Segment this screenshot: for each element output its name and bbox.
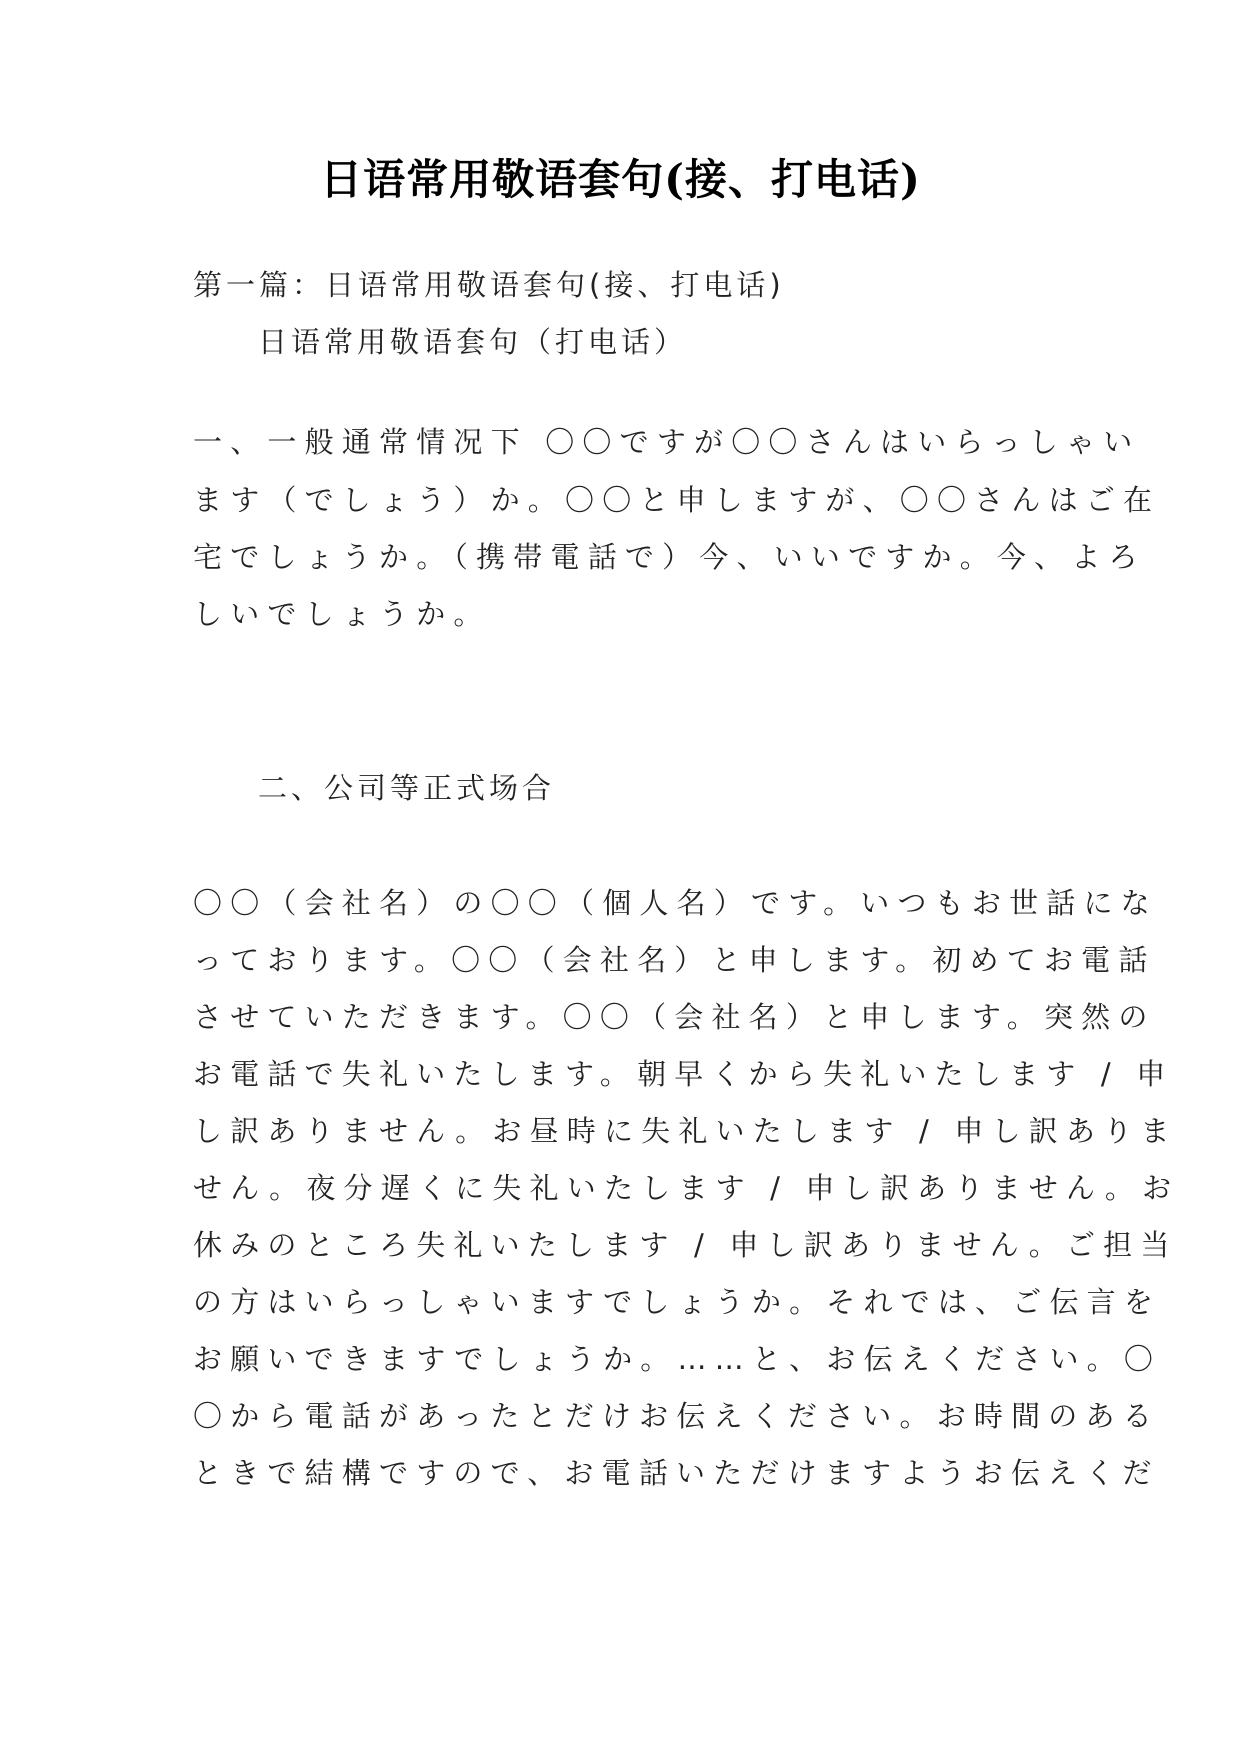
section2-line: させていただきます。〇〇（会社名）と申します。突然の: [193, 1000, 1156, 1034]
section2-line: 〇から電話があったとだけお伝えください。お時間のある: [193, 1399, 1160, 1433]
section2-line: お電話で失礼いたします。朝早くから失礼いたします / 申: [193, 1057, 1174, 1091]
section2-line: の方はいらっしゃいますでしょうか。それでは、ご伝言を: [193, 1285, 1162, 1319]
section2-line: せん。夜分遅くに失礼いたします / 申し訳ありません。お: [193, 1171, 1180, 1205]
section2-line: し訳ありません。お昼時に失礼いたします / 申し訳ありま: [193, 1114, 1178, 1148]
subheading: 日语常用敬语套句（打电话）: [258, 325, 688, 359]
section1-line: ます（でしょう）か。〇〇と申しますが、〇〇さんはご在: [193, 483, 1161, 517]
section1-line: 一、一般通常情况下 〇〇ですが〇〇さんはいらっしゃい: [193, 425, 1141, 459]
section1-line: しいでしょうか。: [193, 597, 491, 631]
section2-line: お願いできますでしょうか。……と、お伝えください。〇: [193, 1342, 1162, 1376]
document-title: 日语常用敬语套句(接、打电话): [320, 155, 921, 204]
section2-line: 休みのところ失礼いたします / 申し訳ありません。ご担当: [193, 1228, 1178, 1262]
section2-line: っております。〇〇（会社名）と申します。初めてお電話: [193, 943, 1156, 977]
section1-line: 宅でしょうか。（携帯電話で）今、いいですか。今、よろ: [193, 540, 1146, 574]
section2-heading: 二、公司等正式场合: [258, 771, 556, 805]
section2-line: 〇〇（会社名）の〇〇（個人名）です。いつもお世話にな: [193, 886, 1158, 920]
section2-line: ときで結構ですので、お電話いただけますようお伝えくだ: [193, 1456, 1160, 1490]
chapter-heading: 第一篇：日语常用敬语套句(接、打电话): [193, 268, 785, 302]
